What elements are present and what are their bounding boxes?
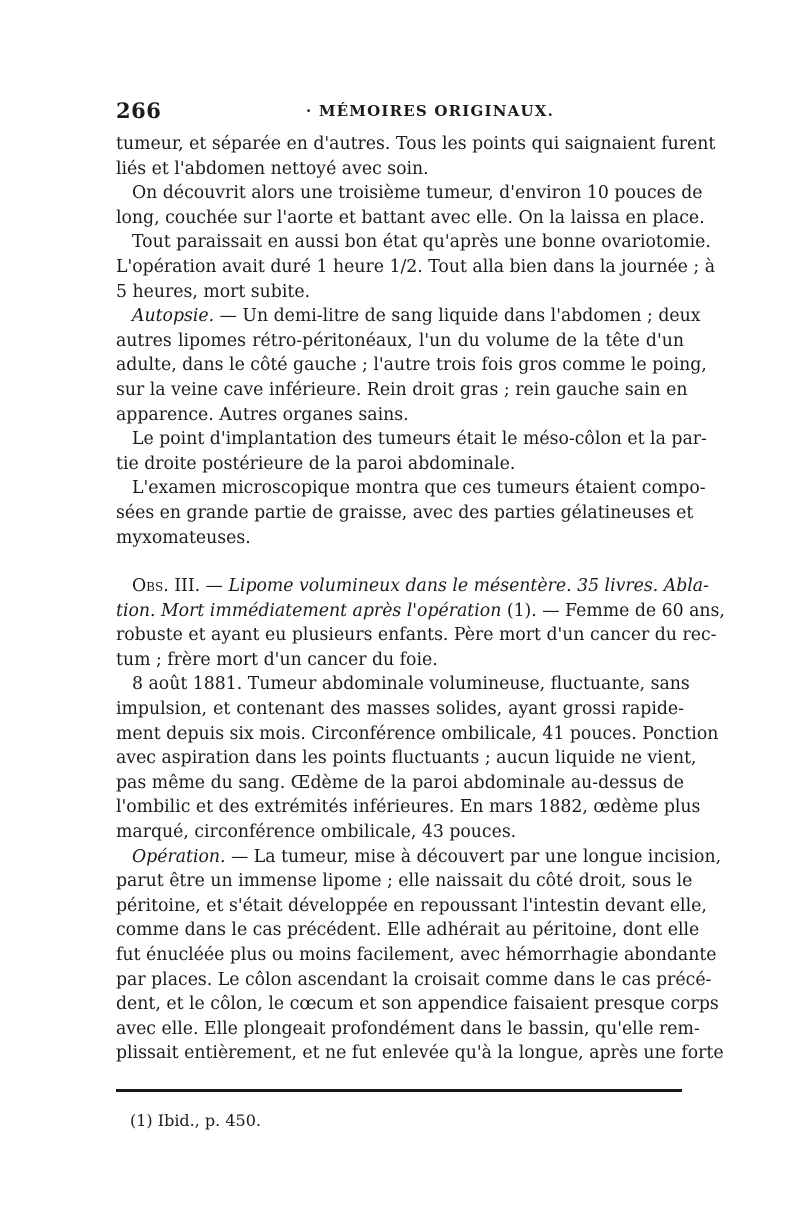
text-line: myxomateuses. [116, 527, 251, 548]
text-line: liés et l'abdomen nettoyé avec soin. [116, 158, 429, 179]
text-line: robuste et ayant eu plusieurs enfants. Père mort d'un cancer du rec- [116, 625, 717, 646]
paragraph [116, 476, 706, 550]
paragraph-operation [116, 845, 724, 1066]
text-run: — La tumeur, mise à découvert par une longue incision, [225, 846, 722, 867]
text-line: 5 heures, mort subite. [116, 281, 311, 302]
paragraph [116, 230, 716, 304]
observation-title: tion. Mort immédiatement après l'opération [116, 600, 502, 621]
text-line: adulte, dans le côté gauche ; l'autre trois fois gros comme le poing, [116, 355, 707, 376]
text-line [116, 304, 701, 329]
text-line: L'opération avait duré 1 heure 1/2. Tout alla bien dans la journée ; à [116, 256, 716, 277]
footnote-divider [116, 1089, 682, 1092]
text-line: impulsion, et contenant des masses solides, ayant grossi rapide- [116, 699, 684, 720]
text-line: marqué, circonférence ombilicale, 43 pouces. [116, 822, 517, 843]
text-line: apparence. Autres organes sains. [116, 404, 409, 425]
text-line: péritoine, et s'était développée en repoussant l'intestin devant elle, [116, 895, 707, 916]
text-line: ment depuis six mois. Circonférence ombilicale, 41 pouces. Ponction [116, 723, 719, 744]
text-line: fut énucléée plus ou moins facilement, avec hémorrhagie abondante [116, 945, 717, 965]
text-line: par places. Le côlon ascendant la croisait comme dans le cas précé- [116, 969, 712, 990]
text-line: dent, et le côlon, le cœcum et son appendice faisaient presque corps [116, 994, 719, 1015]
paragraph-lead: Autopsie. [132, 306, 215, 327]
text-run: — Un demi-litre de sang liquide dans l'abdomen ; deux [214, 306, 701, 327]
text-line [116, 599, 725, 624]
section-gap [116, 550, 684, 574]
paragraph-autopsie [116, 304, 707, 427]
page-number: 266 [116, 98, 162, 123]
text-line: 8 août 1881. Tumeur abdominale volumineuse, fluctuante, sans [132, 674, 690, 695]
page-header [116, 98, 696, 124]
observation-heading [116, 574, 725, 672]
text-line: tie droite postérieure de la paroi abdominale. [116, 453, 516, 474]
paragraph [116, 132, 716, 181]
text-line [116, 845, 722, 870]
text-run: (1). — Femme de 60 ans, [501, 600, 725, 621]
text-line: plissait entièrement, et ne fut enlevée qu'à la longue, après une forte [116, 1043, 724, 1064]
text-line: Tout paraissait en aussi bon état qu'après une bonne ovariotomie. [132, 232, 711, 253]
running-title: · MÉMOIRES ORIGINAUX. [306, 102, 554, 120]
text-line: sur la veine cave inférieure. Rein droit gras ; rein gauche sain en [116, 379, 688, 400]
text-line: parut être un immense lipome ; elle naissait du côté droit, sous le [116, 871, 693, 892]
observation-title: — Lipome volumineux dans le mésentère. 35 livres. Abla- [200, 576, 709, 597]
text-line: avec aspiration dans les points fluctuants ; aucun liquide ne vient, [116, 748, 697, 769]
text-line: avec elle. Elle plongeait profondément dans le bassin, qu'elle rem- [116, 1018, 700, 1039]
text-line: pas même du sang. Œdème de la paroi abdominale au-dessus de [116, 772, 684, 793]
text-line: l'ombilic et des extrémités inférieures. En mars 1882, œdème plus [116, 797, 701, 818]
text-line: autres lipomes rétro-péritonéaux, l'un du volume de la tête d'un [116, 330, 684, 351]
text-line: On découvrit alors une troisième tumeur, d'environ 10 pouces de [132, 183, 703, 204]
text-line: tumeur, et séparée en d'autres. Tous les points qui saignaient furent [116, 134, 716, 154]
text-line: Le point d'implantation des tumeurs était le méso-côlon et la par- [132, 429, 707, 450]
paragraph [116, 672, 719, 844]
paragraph [116, 427, 707, 476]
observation-label: Obs. III. [132, 576, 201, 597]
text-line: comme dans le cas précédent. Elle adhérait au péritoine, dont elle [116, 920, 700, 941]
text-line: tum ; frère mort d'un cancer du foie. [116, 649, 438, 670]
text-line: long, couchée sur l'aorte et battant avec elle. On la laissa en place. [116, 207, 705, 228]
text-line: L'examen microscopique montra que ces tumeurs étaient compo- [132, 478, 706, 499]
text-line: sées en grande partie de graisse, avec des parties gélatineuses et [116, 502, 694, 523]
paragraph [116, 181, 705, 230]
body-text [116, 132, 725, 1066]
footnote: (1) Ibid., p. 450. [130, 1111, 261, 1130]
text-line [116, 574, 709, 599]
paragraph-lead: Opération. [132, 846, 226, 867]
